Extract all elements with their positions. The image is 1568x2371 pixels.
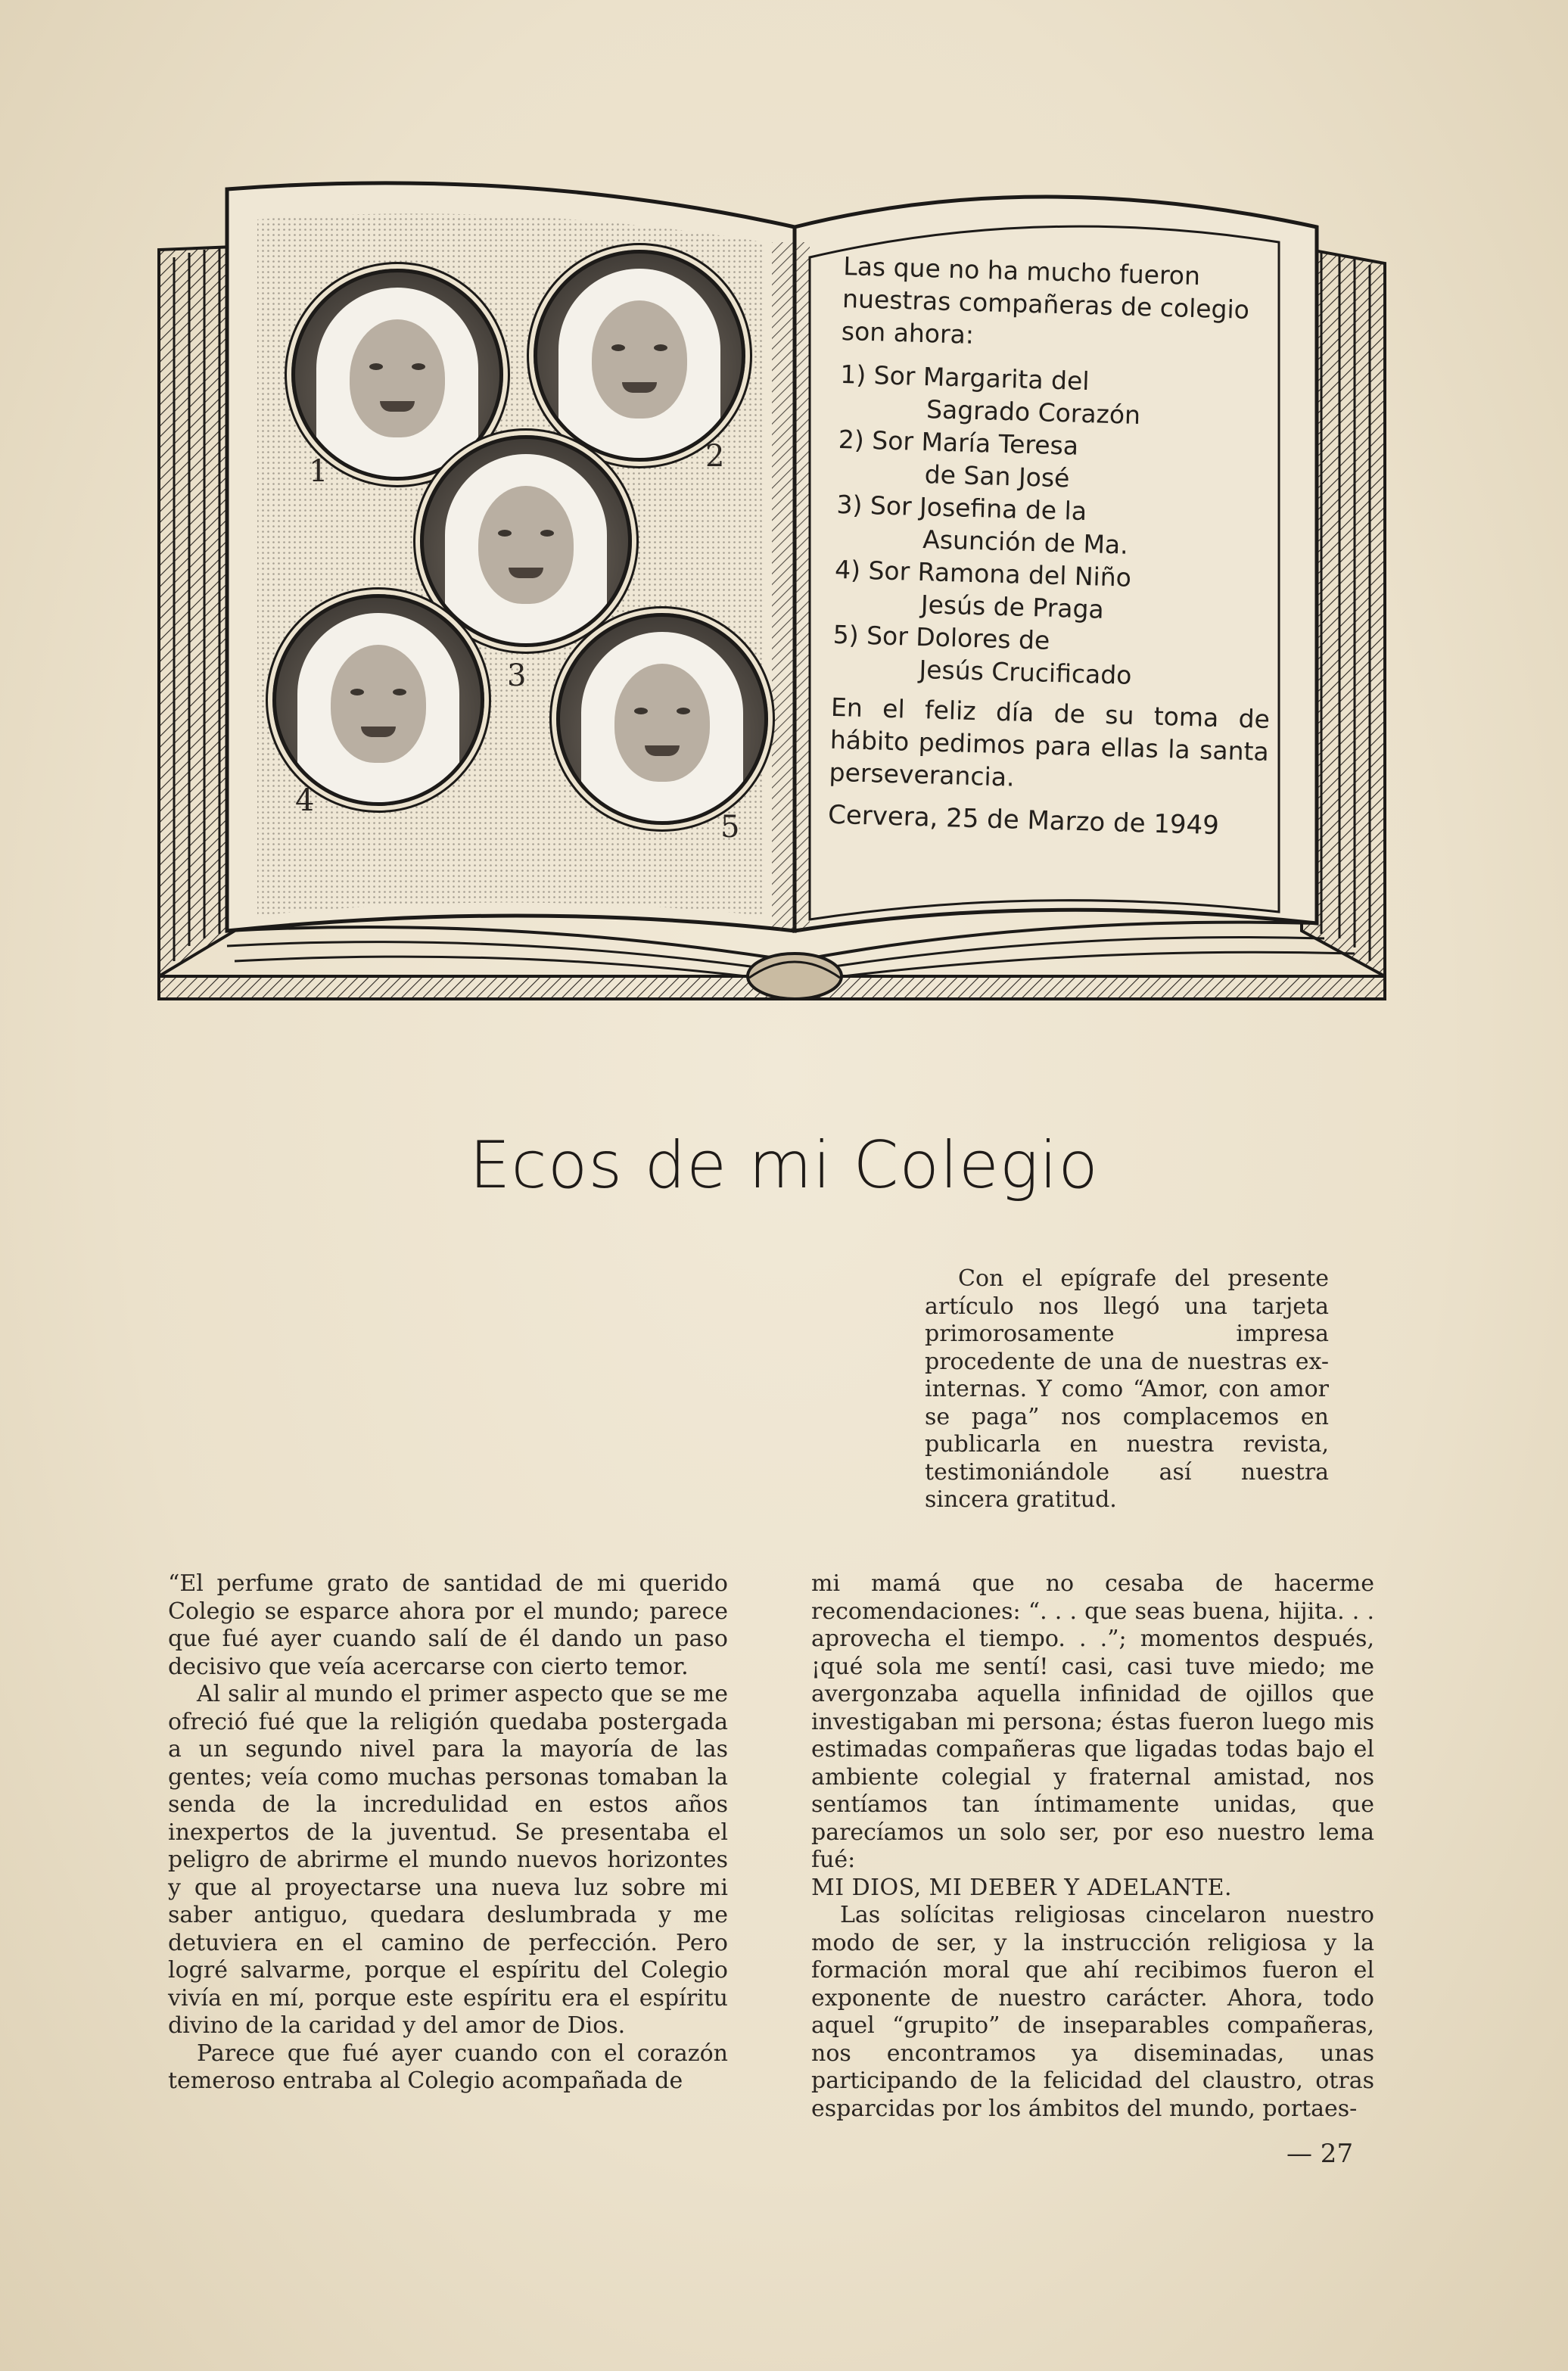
caption-item-4 — [833, 553, 1274, 630]
photo-number-3: 3 — [507, 658, 527, 693]
nun-portrait-1 — [291, 269, 503, 481]
caption-item-1-line2: Sagrado Corazón — [926, 394, 1141, 431]
caption-item-3-line2: Asunción de Ma. — [922, 524, 1129, 560]
caption-item-3 — [835, 488, 1276, 565]
face-shape — [592, 300, 687, 419]
face-shape — [478, 486, 574, 604]
face-shape — [614, 664, 710, 782]
face-shape — [331, 645, 426, 763]
right-paragraph-2: Las solícitas religiosas cincelaron nuestro modo de ser, y la instrucción religiosa y la formación moral que ahí recibimos fueron el exponente de nuestro carácter. Ahora, todo aquel “grupito” de inseparables compañeras, nos encontramos ya diseminadas, unas participando de la felicidad del claustro, otras esparcidas por los ámbitos del mundo, portaes- — [811, 1902, 1374, 2122]
article-title: Ecos de mi Colegio — [469, 1128, 1099, 1203]
nun-portrait-2 — [534, 250, 745, 462]
nun-portrait-4 — [272, 594, 484, 806]
caption-item-3-line1: 3) Sor Josefina de la — [836, 489, 1087, 527]
left-paragraph-3: Parece que fué ayer cuando con el corazón temeroso entraba al Colegio acompañada de — [168, 2040, 728, 2094]
photo-number-2: 2 — [705, 439, 725, 474]
caption-item-5 — [832, 618, 1272, 695]
nun-portrait-5 — [556, 613, 768, 825]
caption-closing: En el feliz día de su toma de hábito pedimos para ellas la santa perseverancia. — [829, 692, 1271, 792]
caption-dateline: Cervera, 25 de Marzo de 1949 — [827, 799, 1220, 842]
caption-item-2-line2: de San José — [924, 459, 1070, 493]
article-column-left — [168, 1570, 728, 2096]
left-paragraph-2: Al salir al mundo el primer aspecto que se me ofreció fué que la religión quedaba postergada a un segundo nivel para la mayoría de las gentes; veía como muchas personas tomaban la senda de la incredulidad en estos años inexpertos de la juventud. Se presentaba el peligro de abrirme el mundo nuevos horizontes y que al proyectarse una nueva luz sobre mi saber antiguo, quedara deslumbrada y me detuviera en el camino de perfección. Pero logré salvarme, porque el espíritu del Colegio vivía en mí, porque este espíritu era el espíritu divino de la caridad y del amor de Dios. — [168, 1681, 728, 2039]
motto-line: MI DIOS, MI DEBER Y ADELANTE. — [811, 1874, 1233, 1901]
caption-item-2-line1: 2) Sor María Teresa — [838, 424, 1079, 461]
caption-intro: Las que no ha mucho fueron nuestras compañeras de colegio son ahora: — [841, 250, 1250, 350]
caption-item-4-line2: Jesús de Praga — [920, 590, 1105, 624]
caption-item-1-line1: 1) Sor Margarita del — [839, 359, 1090, 397]
article-column-right — [811, 1570, 1374, 2123]
face-shape — [350, 319, 445, 437]
article-intro: Con el epígrafe del presente artículo nos llegó una tarjeta primorosamente impresa procedente de una de nuestras ex-internas. Y como “Amor, con amor se paga” nos complacemos en publicarla en nuestra revista, testimoniándole así nuestra sincera gratitud. — [925, 1265, 1329, 1513]
page-number: — 27 — [1286, 2139, 1354, 2169]
caption-item-4-line1: 4) Sor Ramona del Niño — [834, 554, 1132, 593]
caption-item-2 — [837, 423, 1277, 500]
photo-number-5: 5 — [720, 810, 740, 845]
caption-item-5-line1: 5) Sor Dolores de — [832, 619, 1050, 655]
photo-number-4: 4 — [295, 783, 315, 818]
caption-item-5-line2: Jesús Crucificado — [919, 655, 1132, 690]
caption-item-1 — [839, 358, 1280, 435]
left-paragraph-1: “El perfume grato de santidad de mi querido Colegio se esparce ahora por el mundo; parece que fué ayer cuando salí de él dando un paso decisivo que veía acercarse con cierto temor. — [168, 1570, 728, 1680]
book-caption — [828, 250, 1283, 844]
photo-number-1: 1 — [309, 454, 328, 489]
right-paragraph-1: mi mamá que no cesaba de hacerme recomendaciones: “. . . que seas buena, hijita. . . aprovecha el tiempo. . .”; momentos después, ¡qué sola me sentí! casi, casi tuve miedo; me avergonzaba aquella infinidad de ojillos que investigaban mi persona; éstas fueron luego mis estimadas compañeras que ligadas todas bajo el ambiente colegial y fraternal amistad, nos sentíamos tan íntimamente unidas, que parecíamos un solo ser, por eso nuestro lema fué: — [811, 1570, 1374, 1873]
nun-portrait-3 — [420, 435, 632, 647]
